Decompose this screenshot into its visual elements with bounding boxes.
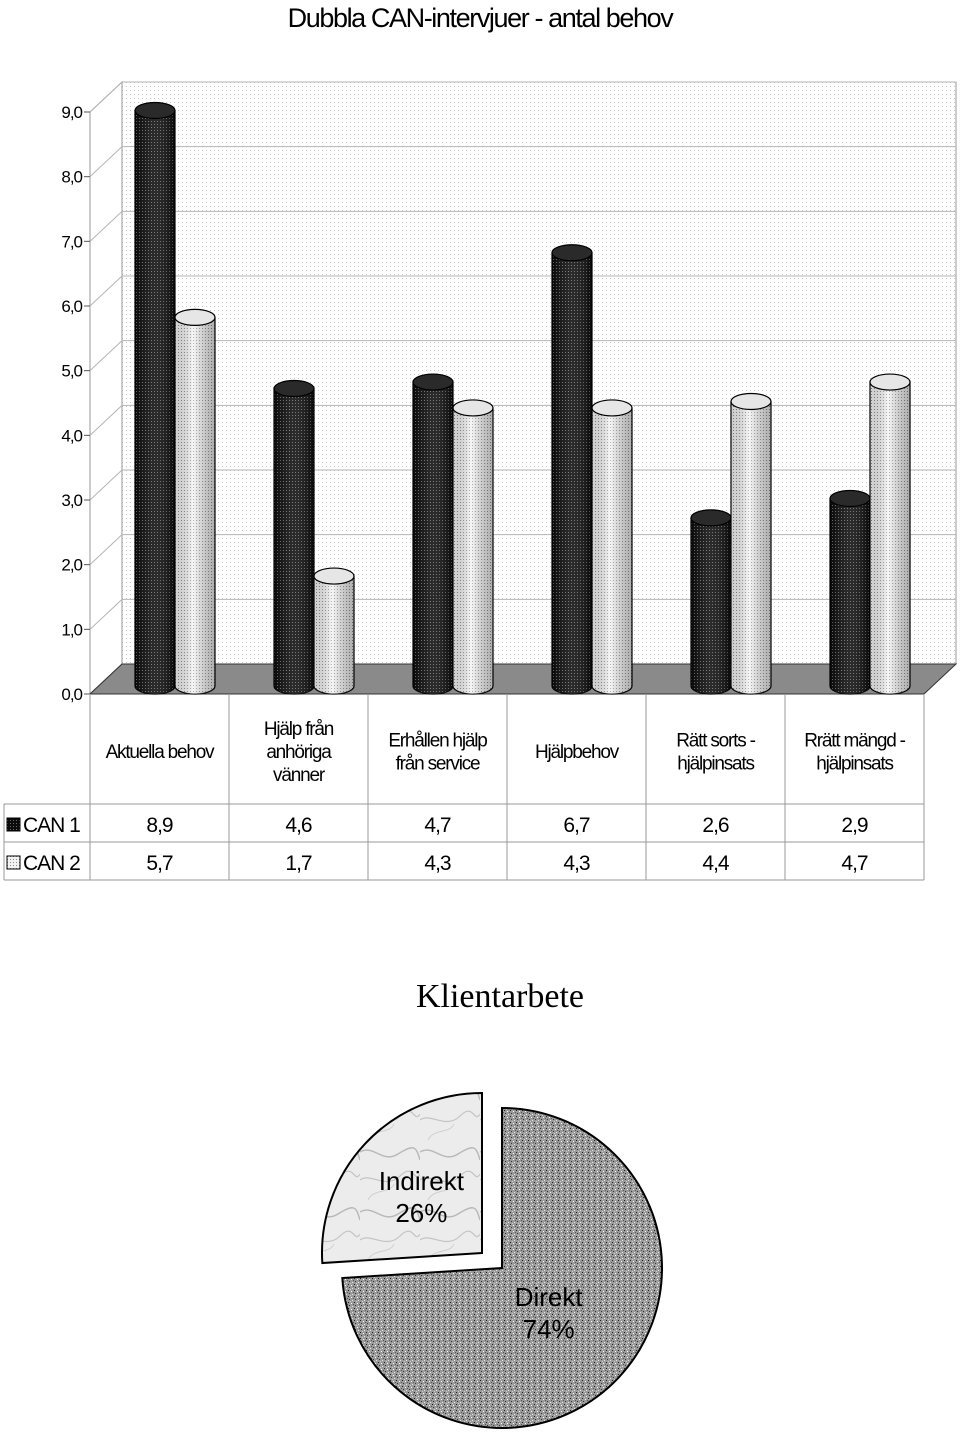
y-tick-label: 0,0: [61, 685, 82, 704]
y-tick-label: 5,0: [61, 361, 82, 381]
y-tick-label: 3,0: [61, 491, 82, 510]
category-labels: [106, 719, 906, 786]
data-label: 8,9: [146, 814, 173, 837]
data-label: 4,6: [285, 814, 312, 837]
y-tick-label: 1,0: [61, 620, 82, 640]
category-label: Hjälpbehov: [534, 742, 619, 763]
data-label: 2,9: [841, 814, 868, 837]
y-tick-label: 8,0: [61, 167, 82, 187]
pie-label-name: Indirekt: [378, 1166, 464, 1197]
category-label: Erhållen hjälp från service: [388, 730, 487, 775]
y-axis-ticks: [61, 103, 90, 704]
pie-slices: [322, 1093, 662, 1428]
data-table: [4, 694, 924, 880]
category-label: Rätt sorts -hjälpinsats: [676, 730, 755, 775]
chart-floor: [90, 664, 956, 694]
legend-key-can1: [7, 818, 20, 831]
pie-label-value: 74%: [522, 1313, 575, 1344]
category-label: Rrätt mängd -hjälpinsats: [804, 730, 905, 775]
data-label: 4,4: [702, 852, 729, 875]
bar-can1-3: [552, 245, 592, 694]
pie-label-value: 26%: [395, 1198, 448, 1229]
data-label: 4,7: [424, 814, 451, 837]
pie-label-name: Direkt: [514, 1281, 583, 1312]
pie-chart-title: Klientarbete: [415, 978, 585, 1015]
data-label: 4,3: [563, 852, 590, 875]
series-name: CAN 2: [23, 852, 80, 875]
data-table-rows: [7, 814, 868, 875]
category-label: Hjälp från anhöriga vänner: [263, 719, 334, 786]
y-tick-label: 4,0: [61, 426, 82, 446]
bar-can1-1: [274, 381, 314, 694]
bar-chart-title: Dubbla CAN-intervjuer - antal behov: [287, 3, 673, 33]
bar-can2-4: [731, 393, 771, 694]
bar-can2-1: [314, 568, 354, 694]
bar-can2-0: [175, 309, 215, 694]
bar-can1-0: [135, 102, 175, 694]
bar-can1-4: [691, 510, 731, 694]
category-label: Aktuella behov: [105, 742, 214, 763]
pie-chart: [0, 900, 960, 1451]
data-label: 2,6: [702, 814, 729, 837]
data-label: 4,7: [841, 852, 868, 875]
y-tick-label: 7,0: [61, 232, 82, 252]
data-label: 6,7: [563, 814, 590, 837]
bar-can2-5: [870, 374, 910, 694]
y-tick-label: 6,0: [61, 297, 82, 316]
data-label: 1,7: [285, 852, 312, 875]
side-wall: [90, 82, 122, 694]
y-tick-label: 9,0: [61, 103, 82, 122]
y-tick-label: 2,0: [61, 555, 82, 575]
bar-can2-2: [453, 400, 493, 694]
data-table-grid: [4, 694, 924, 880]
series-name: CAN 1: [23, 814, 80, 837]
data-label: 4,3: [424, 852, 451, 875]
data-label: 5,7: [146, 852, 173, 875]
bar-can1-5: [830, 490, 870, 694]
chart-walls: [90, 82, 956, 694]
bar-can2-3: [592, 400, 632, 694]
legend-key-can2: [7, 856, 20, 869]
bar-can1-2: [413, 374, 453, 694]
